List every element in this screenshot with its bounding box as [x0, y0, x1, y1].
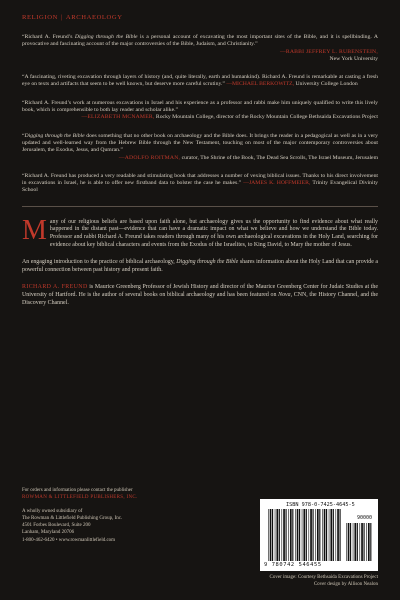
author-bio	[22, 284, 378, 307]
barcode-bar	[302, 509, 303, 561]
barcode-bar	[340, 509, 341, 561]
category-archaeology: ARCHAEOLOGY	[65, 14, 123, 21]
barcode-bar	[364, 523, 365, 561]
endorser-name: —MICHAEL BERKOWITZ,	[226, 81, 295, 88]
barcode-bar	[348, 523, 350, 561]
barcode-bar	[337, 509, 339, 561]
barcode-bar	[309, 509, 310, 561]
endorser-affiliation: Trinity Evangelical Divinity School	[22, 180, 379, 194]
barcode-bar	[272, 509, 273, 561]
barcode-bar	[353, 523, 354, 561]
publisher-info	[22, 487, 138, 544]
author-bio-text: is Maurice Greenberg Professor of Jewish History and director of the Maurice Greenberg Center for Judaic Studies at the University of Hartford. He is the author of several books on biblical archaeology and has been featured on	[22, 284, 378, 298]
endorser-name: —ADOLFO ROITMAN,	[118, 154, 181, 161]
barcode-bar	[275, 509, 276, 561]
quote-text: “Richard A. Freund’s work at numerous excavations in Israel and his experience as a professor and rabbi make him uniquely qualified to write this lively book, which is comprehensible to both lay reader and scholar alike.”	[22, 99, 378, 114]
barcode-bar	[306, 509, 307, 561]
description-paragraph	[22, 259, 378, 274]
quote-text: “Richard A. Freund’s	[22, 34, 75, 40]
drop-cap: M	[22, 214, 47, 246]
price-code: 90000	[356, 515, 372, 521]
book-title: Digging through the Bible	[24, 132, 85, 139]
category-religion: RELIGION	[22, 14, 58, 21]
barcode-bar	[350, 523, 351, 561]
publisher-division: A wholly owned subsidiary of	[22, 508, 83, 514]
barcode-bars	[268, 509, 342, 561]
barcode-bar	[268, 509, 269, 561]
barcode-bar	[366, 523, 367, 561]
book-title: Digging through the Bible	[176, 259, 239, 266]
endorsement-quote	[22, 34, 378, 63]
barcode-bar	[282, 509, 283, 561]
barcode-bar	[317, 509, 319, 561]
description-text: any of our religious beliefs are based upon faith alone, but archaeology gives us the opportunity to find evidence about what really happened in the distant past—evidence that can have a dramatic impact on what we believe and how we understand the Bible today. Professor and rabbi Richard A. Freund takes readers through many of his own archaeological excavations in the Holy Land, searching for evidence about key biblical characters and events from the Exodus of the Israelites, to King David, to Mary the mother of Jesus.	[49, 218, 378, 248]
barcode-bar	[360, 523, 361, 561]
publisher-division: The Rowman & Littlefield Publishing Group, Inc.	[22, 515, 123, 521]
publisher-address: 4501 Forbes Boulevard, Suite 200	[22, 523, 91, 529]
endorser-name: —JAMES K. HOFFMEIER,	[243, 180, 311, 187]
endorser-name: —RABBI JEFFREY L. RUBENSTEIN,	[279, 48, 378, 55]
barcode-bar	[279, 509, 280, 561]
cover-credits	[270, 575, 378, 588]
publisher-contact: 1-800-462-6420 • www.rowmanlittlefield.com	[22, 537, 116, 543]
barcode	[260, 499, 378, 571]
description-text: An engaging introduction to the practice of biblical archaeology,	[22, 259, 177, 266]
barcode-bar	[276, 509, 278, 561]
footer	[22, 487, 378, 592]
book-title: Digging through the Bible	[74, 34, 138, 40]
barcode-bar	[295, 509, 296, 561]
endorsement-quote	[22, 173, 378, 195]
endorsement-quote	[22, 133, 378, 162]
isbn-number: ISBN 978-0-7425-4645-5	[286, 502, 355, 508]
endorser-affiliation: New York University	[329, 55, 378, 62]
barcode-bar	[326, 509, 327, 561]
barcode-bar	[336, 509, 337, 561]
description-paragraph	[22, 214, 378, 249]
cover-image-credit: Cover image: Courtesy Bethsaida Excavations Project	[269, 575, 378, 580]
quote-text: does something that no other book on archaeology and the Bible does. It brings the reader in a pedagogical as well as in a very updated and well-learned way from the Hebrew Bible through the New Testament, touching on most of the major contemporary controversies about Jerusalem, the Exodus, Jesus, and Qumran.”	[22, 132, 378, 154]
barcode-bar	[270, 509, 272, 561]
endorser-name: —ELIZABETH MCNAMER,	[81, 114, 155, 121]
barcode-bar	[310, 509, 312, 561]
quote-text: “A fascinating, riveting excavation through layers of history (and, quite literally, earth and humankind). Richard A. Freund is remarkable at casting a fresh eye on texts and artifacts that seem to be well known, but deserve more careful scrutiny.”	[22, 74, 378, 88]
barcode-bar	[322, 509, 323, 561]
barcode-bar	[346, 523, 347, 561]
endorser-affiliation: University College London	[295, 81, 358, 88]
barcode-bar	[330, 509, 332, 561]
barcode-bar	[357, 523, 358, 561]
barcode-bar	[370, 523, 371, 561]
barcode-bar	[361, 523, 363, 561]
barcode-bar	[354, 523, 356, 561]
quote-attribution	[22, 114, 378, 121]
barcode-bar	[329, 509, 330, 561]
author-name: RICHARD A. FREUND	[22, 284, 88, 291]
barcode-bar	[319, 509, 320, 561]
section-divider	[22, 206, 378, 207]
orders-line: For orders and information please contact the publisher	[22, 488, 133, 493]
description-text: shares information about the Holy Land that can provide a powerful connection between past history and present faith.	[22, 259, 379, 273]
price-barcode-bars	[346, 523, 372, 561]
category-label	[22, 14, 378, 21]
barcode-bar	[286, 509, 287, 561]
quote-text: is a personal account of excavating the most important sites of the Bible, and it is spellbinding. A provocative and fascinating account of the major controversies of the Bible, Judaism, and Christianity.”	[22, 34, 378, 48]
publisher-name: ROWMAN & LITTLEFIELD PUBLISHERS, INC.	[22, 495, 138, 501]
quote-text: “	[22, 132, 25, 139]
barcode-bar	[313, 509, 314, 561]
ean-number: 9 780742 546455	[264, 562, 322, 568]
barcode-bar	[288, 509, 289, 561]
barcode-bar	[333, 509, 334, 561]
endorsement-quote	[22, 100, 378, 122]
quote-text: “Richard A. Freund has produced a very readable and stimulating book that addresses a number of vexing biblical issues. Thanks to his direct involvement in excavations in Israel, he is able to offer new firstband data to bolster the case he makes.”	[22, 172, 378, 187]
barcode-bar	[283, 509, 285, 561]
barcode-bar	[324, 509, 326, 561]
publisher-address: Lanham, Maryland 20706	[22, 530, 75, 536]
quote-attribution	[22, 155, 378, 162]
author-bio-text: , CNN, the History Channel, and the Discovery Channel.	[22, 291, 378, 306]
barcode-bar	[299, 509, 300, 561]
cover-design-credit: Cover design by Allison Nealon	[313, 581, 378, 587]
endorser-affiliation: curator, The Shrine of the Book, The Dead Sea Scrolls, The Israel Museum, Jerusalem	[181, 154, 378, 161]
barcode-bar	[290, 509, 292, 561]
barcode-bar	[292, 509, 293, 561]
show-title: Nova	[278, 291, 291, 298]
category-separator: |	[60, 14, 63, 21]
quote-attribution	[22, 49, 378, 64]
barcode-bar	[368, 523, 370, 561]
endorsement-quote	[22, 74, 378, 89]
endorser-affiliation: Rocky Mountain College, director of the Rocky Mountain College Bethsaida Excavations Project	[155, 114, 378, 121]
barcode-bar	[303, 509, 305, 561]
barcode-bar	[315, 509, 316, 561]
quote-attribution	[226, 81, 357, 87]
barcode-bar	[297, 509, 299, 561]
